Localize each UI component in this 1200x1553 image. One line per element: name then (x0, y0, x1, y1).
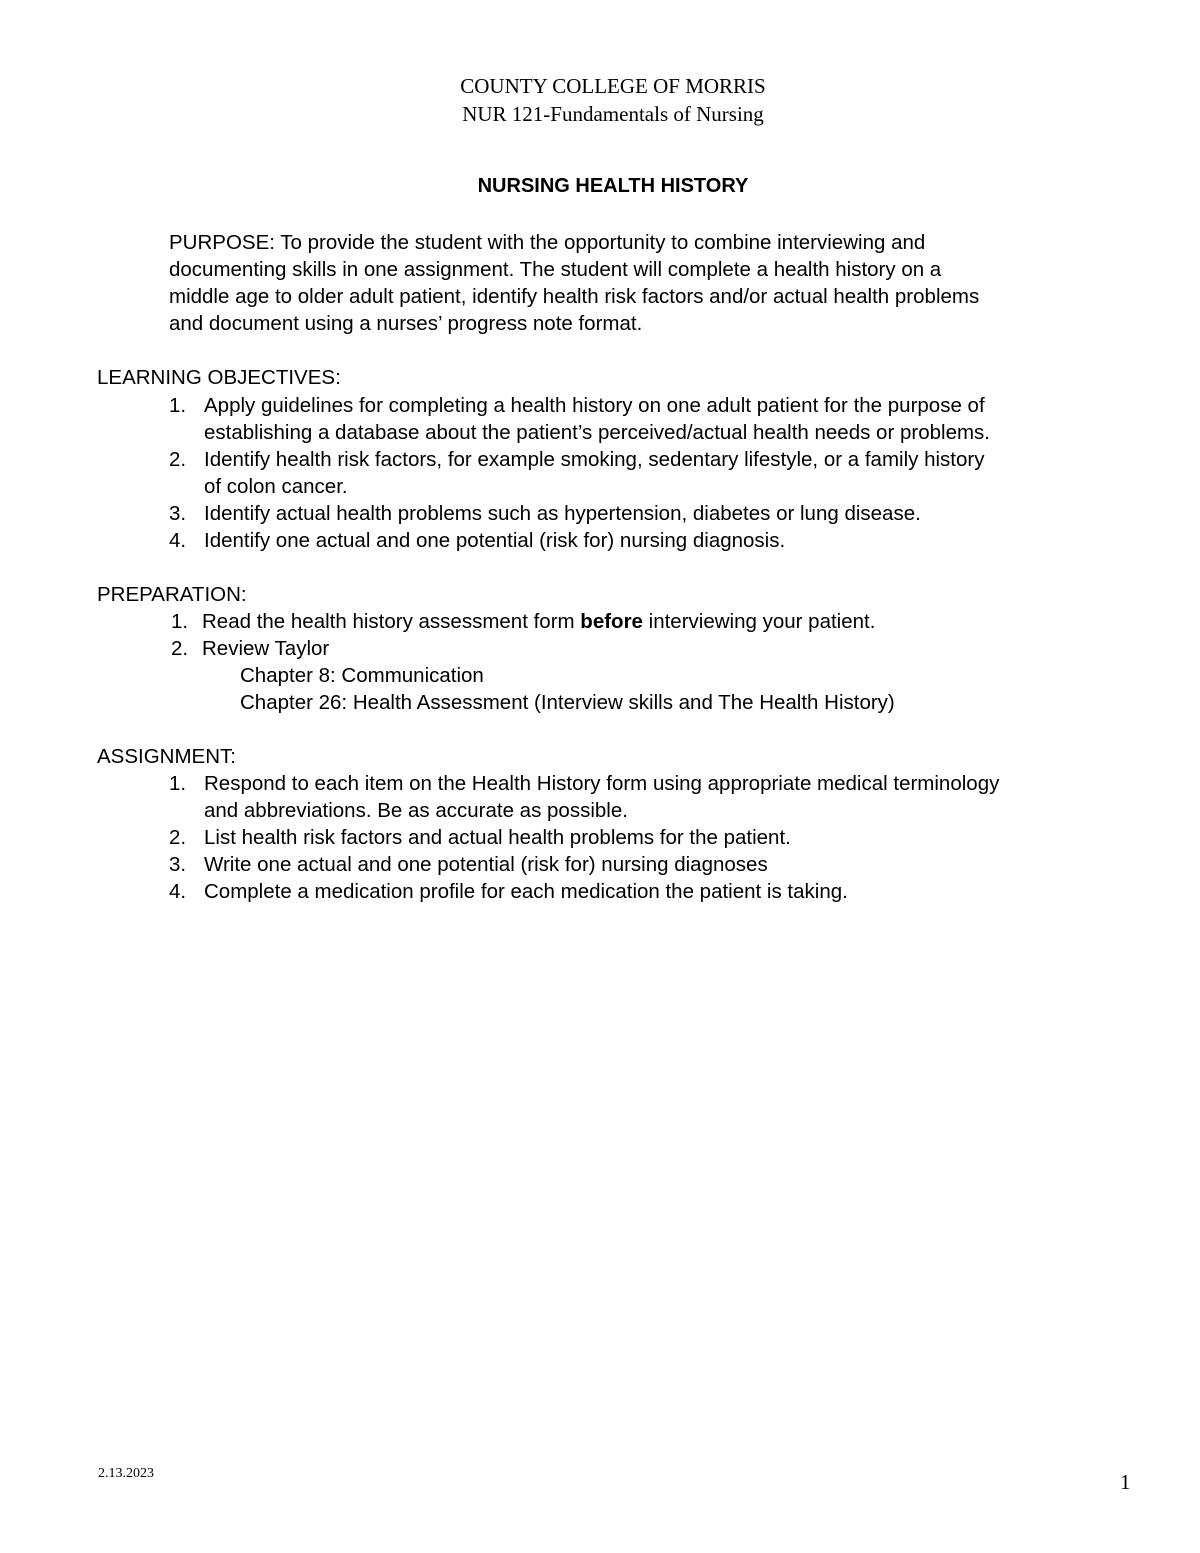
purpose-line: documenting skills in one assignment. The student will complete a health history on a (169, 258, 942, 281)
list-item-text: of colon cancer. (204, 475, 348, 498)
purpose-line: middle age to older adult patient, identify health risk factors and/or actual health problems (169, 285, 980, 308)
page-number: 1 (1120, 1470, 1131, 1494)
list-item-text: Identify actual health problems such as hypertension, diabetes or lung disease. (204, 502, 921, 525)
list-item-text: List health risk factors and actual health problems for the patient. (204, 826, 791, 849)
emphasis-text: before (580, 610, 643, 633)
list-number: 4. (169, 529, 187, 552)
list-item-text: establishing a database about the patient’s perceived/actual health needs or problems. (204, 421, 990, 444)
section-heading: LEARNING OBJECTIVES: (97, 366, 341, 389)
footer-date: 2.13.2023 (98, 1466, 154, 1481)
list-number: 1. (171, 610, 189, 633)
list-number: 1. (169, 394, 187, 417)
course-title: NUR 121-Fundamentals of Nursing (462, 102, 764, 126)
text-run: Read the health history assessment form (202, 610, 581, 633)
section-heading: ASSIGNMENT: (97, 745, 236, 768)
list-item-text: Complete a medication profile for each medication the patient is taking. (204, 880, 848, 903)
list-number: 2. (169, 448, 187, 471)
list-number: 2. (169, 826, 187, 849)
list-item-text: Write one actual and one potential (risk for) nursing diagnoses (204, 853, 768, 876)
list-item-text: and abbreviations. Be as accurate as possible. (204, 799, 628, 822)
document-title: NURSING HEALTH HISTORY (477, 175, 749, 197)
chapter-reference: Chapter 8: Communication (240, 664, 484, 687)
list-item-text: Review Taylor (202, 637, 330, 660)
list-number: 3. (169, 502, 187, 525)
list-number: 1. (169, 772, 187, 795)
list-item-text: Apply guidelines for completing a health history on one adult patient for the purpose of (204, 394, 985, 417)
list-item-text: Respond to each item on the Health History form using appropriate medical terminology (204, 772, 1000, 795)
purpose-line: PURPOSE: To provide the student with the opportunity to combine interviewing and (169, 231, 926, 254)
purpose-line: and document using a nurses’ progress note format. (169, 312, 643, 335)
list-item-text: Identify one actual and one potential (risk for) nursing diagnosis. (204, 529, 786, 552)
list-number: 2. (171, 637, 189, 660)
list-item-text (202, 610, 875, 634)
section-heading: PREPARATION: (97, 583, 247, 606)
list-item-text: Identify health risk factors, for example smoking, sedentary lifestyle, or a family history (204, 448, 985, 471)
text-run: interviewing your patient. (642, 610, 876, 633)
list-number: 4. (169, 880, 187, 903)
chapter-reference: Chapter 26: Health Assessment (Interview skills and The Health History) (240, 691, 895, 714)
institution-name: COUNTY COLLEGE OF MORRIS (460, 74, 766, 98)
list-number: 3. (169, 853, 187, 876)
